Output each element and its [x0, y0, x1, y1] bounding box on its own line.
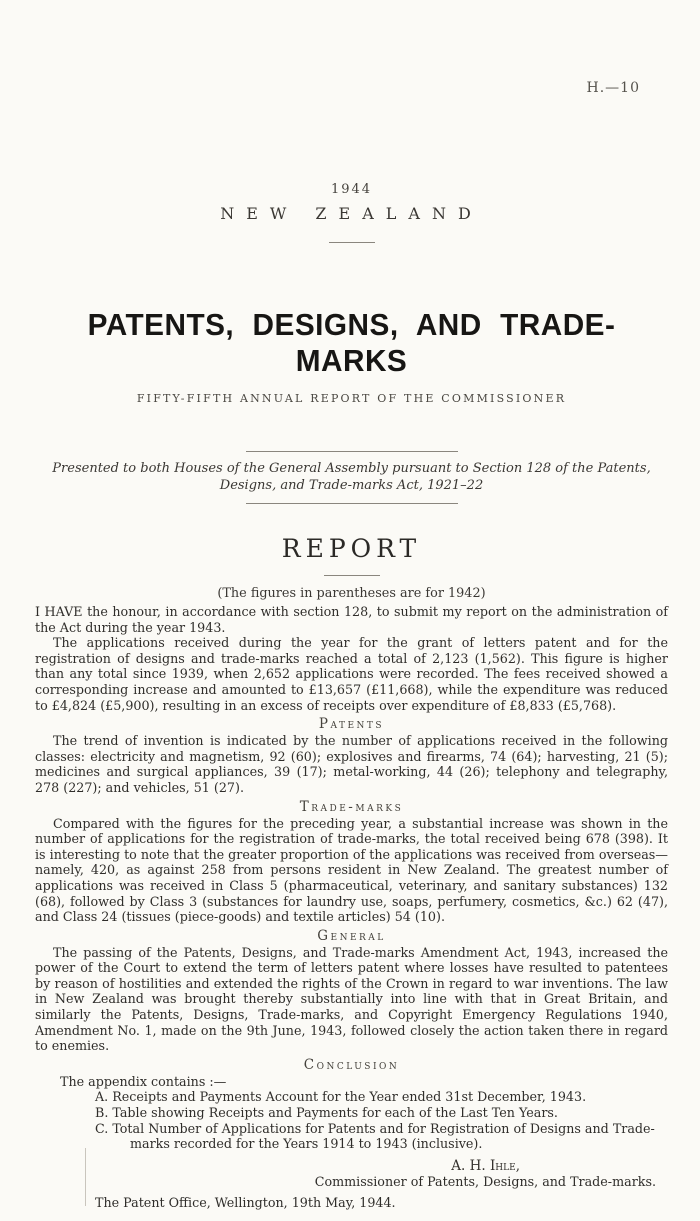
masthead-divider [329, 242, 375, 243]
divider-under-report [324, 575, 380, 576]
section-body-general: The passing of the Patents, Designs, and Trade-marks Amendment Act, 1943, increased the power of the Court to extend the term of letters patent where losses have resulted to patentees by reason of hostilities and extended the rights of the Crown in regard to war inventions. The law in New Zealand was brought thereby substantially into line with that in Great Britain, and similarly the Patents, Designs, Trade-marks, and Copyright Emergency Regulations 1940, Amendment No. 1, made on the 9th June, 1943, followed closely the action taken there in regard to enemies. [35, 944, 668, 1054]
appendix-intro: The appendix contains :— [60, 1073, 227, 1089]
section-heading-trade-marks: Trade-marks [299, 798, 404, 815]
section-body-patents: The trend of invention is indicated by the number of applications received in the following classes: electricity and magnetism, 92 (60); explosives and firearms, 74 (64); harvesting, 21 (5); medicines and surgical appliances, 39 (17); metal-working, 44 (26); telephony and telegraphy, 278 (227); and vehicles, 51 (27). [35, 733, 668, 795]
appendix-item-c: C. Total Number of Applications for Patents and for Registration of Designs and Trade-marks recorded for the Years 1914 to 1943 (inclusive). [95, 1120, 655, 1152]
divider-above-presentation [246, 451, 458, 452]
appendix-item-b: B. Table showing Receipts and Payments for each of the Last Ten Years. [95, 1105, 558, 1121]
appendix-item-a: A. Receipts and Payments Account for the Year ended 31st December, 1943. [95, 1089, 587, 1105]
office-dateline: The Patent Office, Wellington, 19th May, 1944. [95, 1195, 396, 1210]
section-heading-conclusion: Conclusion [303, 1056, 400, 1073]
section-body-trade-marks: Compared with the figures for the preceding year, a substantial increase was shown in the number of applications for the registration of trade-marks, the total received being 678 (398). It is interesting to note that the greater proportion of the applications was received from overseas—namely, 420, as against 258 from persons resident in New Zealand. The greatest number of applications was received in Class 5 (pharmaceutical, veterinary, and sanitary substances) 132 (68), followed by Class 3 (substances for laundry use, soaps, perfumery, cosmetics, &c.) 62 (47), and Class 24 (tissues (piece-goods) and textile articles) 54 (10). [35, 815, 668, 925]
signature-name: A. H. Ihle, [451, 1157, 520, 1174]
signature-role: Commissioner of Patents, Designs, and Trade-marks. [314, 1174, 656, 1190]
signature-block [35, 1159, 668, 1190]
document-reference: H.—10 [586, 80, 640, 96]
section-heading-general: General [317, 927, 386, 944]
presentation-line: Presented to both Houses of the General Assembly pursuant to Section 128 of the Patents, Designs, and Trade-marks Act, 1921–22 [52, 461, 651, 493]
masthead-country: NEW ZEALAND [220, 204, 483, 223]
report-heading: REPORT [281, 534, 422, 563]
section-heading-patents: Patents [318, 716, 385, 733]
page-title: PATENTS, DESIGNS, AND TRADE-MARKS [87, 307, 616, 378]
page-subtitle: FIFTY-FIFTH ANNUAL REPORT OF THE COMMISSIONER [136, 392, 567, 405]
divider-below-presentation [246, 503, 458, 504]
report-note: (The figures in parentheses are for 1942) [217, 586, 486, 601]
scan-artifact-line [85, 1148, 86, 1206]
masthead [35, 182, 668, 243]
intro-paragraph: I HAVE the honour, in accordance with section 128, to submit my report on the administration of the Act during the year 1943. [35, 604, 668, 635]
masthead-year: 1944 [330, 182, 373, 197]
intro-paragraph: The applications received during the year for the grant of letters patent and for the registration of designs and trade-marks reached a total of 2,123 (1,562). This figure is higher than any total since 1939, when 2,652 applications were recorded. The fees received showed a corresponding increase and amounted to £13,657 (£11,668), while the expenditure was reduced to £4,824 (£5,900), resulting in an excess of receipts over expenditure of £8,833 (£5,768). [35, 635, 668, 713]
